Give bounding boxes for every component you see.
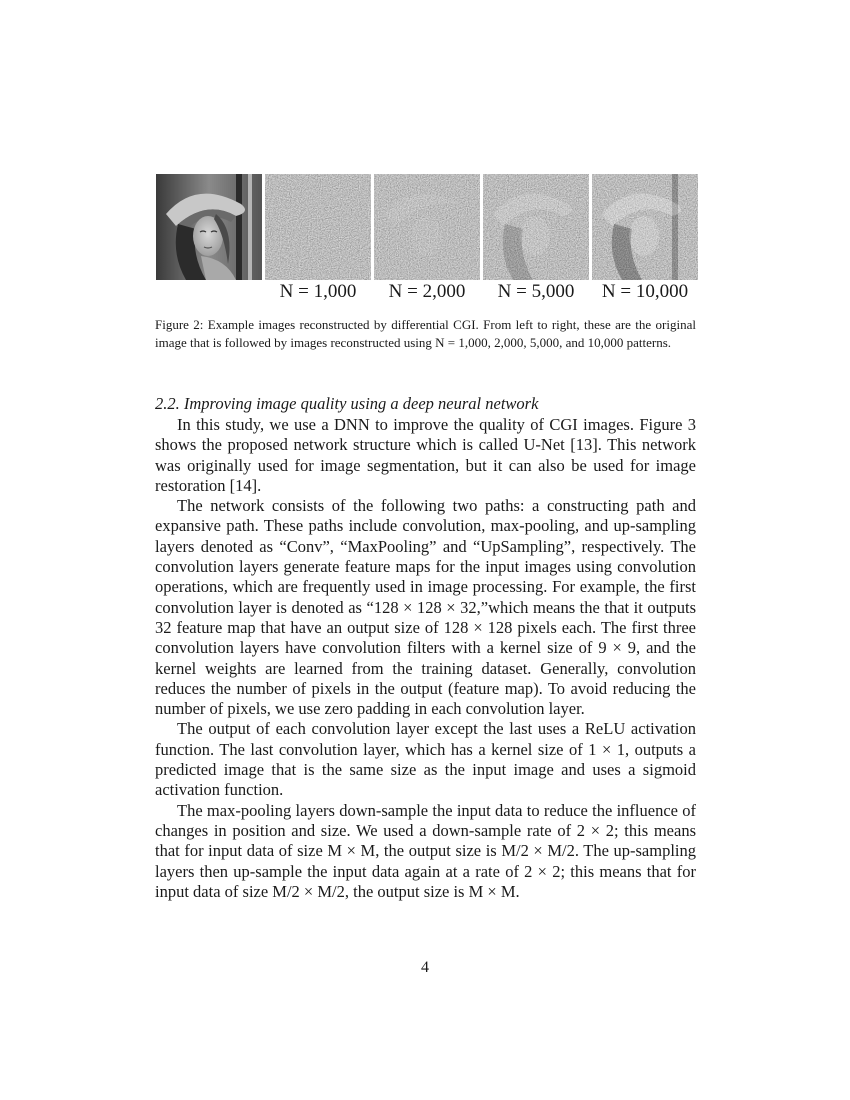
- figure-2: [156, 174, 698, 280]
- paragraph: The output of each convolution layer except the last uses a ReLU activation function. The last convolution layer, which has a kernel size of 1 × 1, outputs a predicted image that is the same size as the input image and uses a sigmoid activation function.: [155, 719, 696, 800]
- label-n1000: N = 1,000: [279, 281, 357, 302]
- label-n5000: N = 5,000: [497, 281, 575, 302]
- reconstruction-n5000: [483, 174, 589, 280]
- figure-caption: Figure 2: Example images reconstructed by differential CGI. From left to right, these are the original image that is followed by images reconstructed using N = 1,000, 2,000, 5,000, and 10,000 patterns.: [155, 317, 696, 350]
- original-image: [156, 174, 262, 280]
- reconstruction-n10000: [592, 174, 698, 280]
- reconstruction-n2000: [374, 174, 480, 280]
- page-number: 4: [421, 959, 429, 976]
- paragraph: In this study, we use a DNN to improve the quality of CGI images. Figure 3 shows the proposed network structure which is called U-Net [13]. This network was originally used for image segmentation, but it can also be used for image restoration [14].: [155, 415, 696, 495]
- label-n10000: N = 10,000: [601, 281, 689, 302]
- paragraph: The network consists of the following two paths: a constructing path and expansive path. These paths include convolution, max-pooling, and up-sampling layers denoted as “Conv”, “MaxPooling” and “UpSampling”, respectively. The convolution layers generate feature maps for the input images using convolution operations, which are frequently used in image processing. For example, the first convolution layer is denoted as “128 × 128 × 32,”which means the that it outputs 32 feature map that have an output size of 128 × 128 pixels each. The first three convolution layers have convolution filters with a kernel size of 9 × 9, and the kernel weights are learned from the training dataset. Generally, convolution reduces the number of pixels in the output (feature map). To avoid reducing the number of pixels, we use zero padding in each convolution layer.: [155, 496, 696, 719]
- label-n2000: N = 2,000: [388, 281, 466, 302]
- paragraph: The max-pooling layers down-sample the input data to reduce the influence of changes in position and size. We used a down-sample rate of 2 × 2; this means that for input data of size M × M, the output size is M/2 × M/2. The up-sampling layers then up-sample the input data again at a rate of 2 × 2; this means that for input data of size M/2 × M/2, the output size is M × M.: [155, 800, 696, 901]
- reconstruction-n1000: [265, 174, 371, 280]
- section-heading: 2.2. Improving image quality using a deep neural network: [155, 394, 539, 413]
- section-body: [155, 415, 696, 902]
